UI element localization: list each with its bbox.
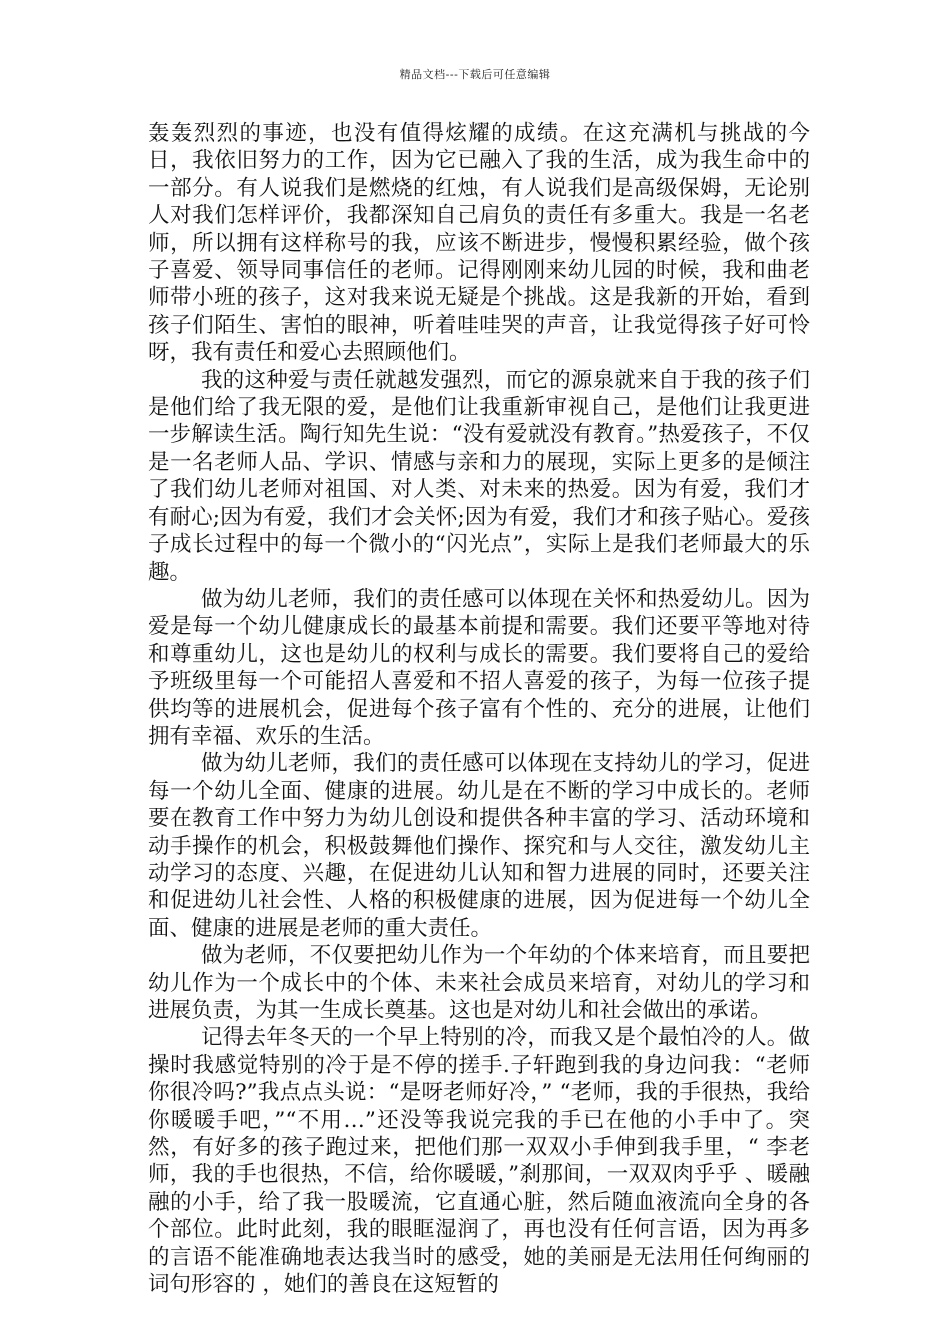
paragraph-1: 轰轰烈烈的事迹，也没有值得炫耀的成绩。在这充满机与挑战的今日，我依旧努力的工作，因为它已融入了我的生活，成为我生命中的一部分。有人说我们是燃烧的红烛，有人说我们是高级保姆，无论别人对我们怎样评价，我都深知自己肩负的责任有多重大。我是一名老师，所以拥有这样称号的我，应该不断进步，慢慢积累经验，做个孩子喜爱、领导同事信任的老师。记得刚刚来幼儿园的时候，我和曲老师带小班的孩子，这对我来说无疑是个挑战。这是我新的开始，看到孩子们陌生、害怕的眼神，听着哇哇哭的声音，让我觉得孩子好可怜呀，我有责任和爱心去照顾他们。 — [148, 121, 810, 366]
paragraph-2: 我的这种爱与责任就越发强烈，而它的源泉就来自于我的孩子们 是他们给了我无限的爱，是他们让我重新审视自己，是他们让我更进一步解读生活。陶行知先生说：“没有爱就没有教育。”热爱孩子，不仅是一名老师人品、学识、情感与亲和力的展现，实际上更多的是倾注了我们幼儿老师对祖国、对人类、对未来的热爱。因为有爱，我们才有耐心;因为有爱，我们才会关怀;因为有爱，我们才和孩子贴心。爱孩子成长过程中的每一个微小的“闪光点”，实际上是我们老师最大的乐趣。 — [148, 367, 810, 585]
paragraph-5: 做为老师，不仅要把幼儿作为一个年幼的个体来培育，而且要把幼儿作为一个成长中的个体、未来社会成员来培育，对幼儿的学习和进展负责，为其一生成长奠基。这也是对幼儿和社会做出的承诺。 — [148, 943, 810, 1023]
paragraph-4: 做为幼儿老师，我们的责任感可以体现在支持幼儿的学习，促进每一个幼儿全面、健康的进展。幼儿是在不断的学习中成长的。老师要在教育工作中努力为幼儿创设和提供各种丰富的学习、活动环境和动手操作的机会，积极鼓舞他们操作、探究和与人交往，激发幼儿主动学习的态度、兴趣，在促进幼儿认知和智力进展的同时，还要关注和促进幼儿社会性、人格的积极健康的进展，因为促进每一个幼儿全面、健康的进展是老师的重大责任。 — [148, 751, 810, 941]
document-body — [148, 120, 810, 1298]
paragraph-3: 做为幼儿老师，我们的责任感可以体现在关怀和热爱幼儿。因为爱是每一个幼儿健康成长的最基本前提和需要。我们还要平等地对待和尊重幼儿，这也是幼儿的权利与成长的需要。我们要将自己的爱给予班级里每一个可能招人喜爱和不招人喜爱的孩子，为每一位孩子提供均等的进展机会，促进每个孩子富有个性的、充分的进展，让他们拥有幸福、欢乐的生活。 — [148, 586, 810, 749]
page-header: 精品文档---下载后可任意编辑 — [399, 68, 551, 81]
paragraph-6: 记得去年冬天的一个早上特别的冷，而我又是个最怕冷的人。做操时我感觉特别的冷于是不停的搓手.子轩跑到我的身边问我：“老师你很冷吗?”我点点头说：“是呀老师好冷，” “老师，我的手很热，我给你暖暖手吧，”“不用…”还没等我说完我的手已在他的小手中了。突然，有好多的孩子跑过来，把他们那一双双小手伸到我手里，“ 李老师，我的手也很热，不信，给你暖暖，”刹那间，一双双肉乎乎 、暖融融的小手，给了我一股暖流，它直通心脏，然后随血液流向全身的各个部位。此时此刻，我的眼眶湿润了，再也没有任何言语，因为再多的言语不能准确地表达我当时的感受，她的美丽是无法用任何绚丽的词句形容的 ，她们的善良在这短暂的 — [148, 1025, 810, 1298]
